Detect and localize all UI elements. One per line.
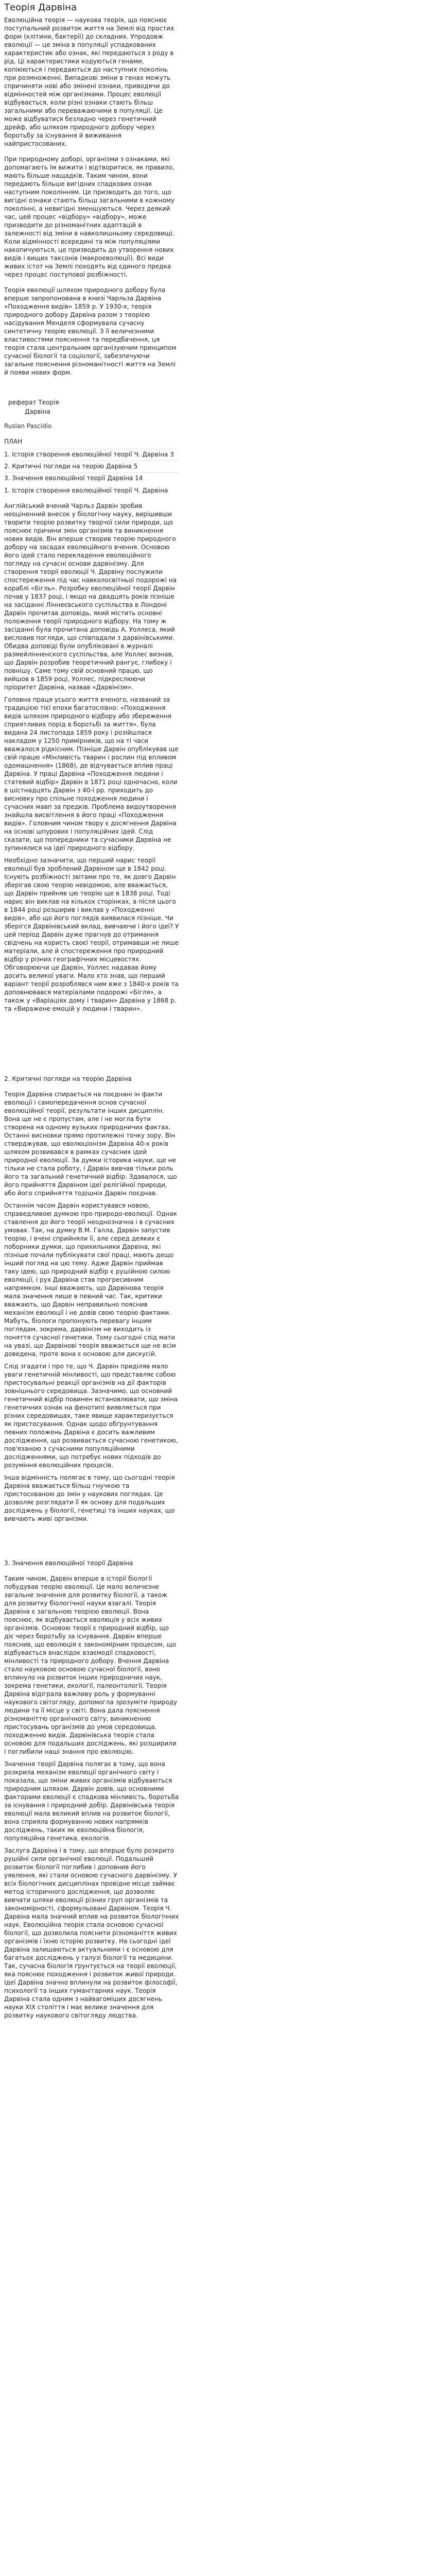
section-1-title: 1. Історія створення еволюційної теорії Ч. Дарвіна — [4, 487, 168, 494]
intro-column — [0, 16, 179, 2020]
toc-item-2[interactable]: 2. Критичні погляди на теорію Дарвіна 5 — [4, 461, 179, 472]
toc-item-1[interactable]: 1. Історія створення еволюційної теорії Ч. Дарвіна 3 — [4, 449, 179, 461]
toc-item-3[interactable]: 3. Значення еволюційної теорії Дарвіна 14 — [4, 472, 179, 484]
section-2-paragraph-4: Інша відмінність полягає в тому, що сьогодні теорія Дарвіна вважається більш гнучкою та пристосованою до змін у наукових поглядах. Це дозволяє розглядати її як основу для подальших досліджень у біології, генетиці та інших науках, що вивчають живі організми. — [4, 1474, 175, 1522]
section-3-paragraph-3: Заслуга Дарвіна і в тому, що вперше було розкрито рушійні сили органічної еволюції. Подальший розвиток біології поглибив і доповнив його уявлення, які стали основою сучасного дарвінізму. У всіх біологічних дисциплінах провідне місце займає метод історичного дослідження, що дозволяє вивчати шляхи еволюції різних груп організмів та закономірності, сформульовані Дарвіном. Теорія Ч. Дарвіна мала значний вплив на розвиток біологічних наук. Еволюційна теорія стала основою сучасної біології, що дозволила пояснити різноманіття живих організмів і їхню історію розвитку. На сьогодні ідеї Дарвіна залишаються актуальними і є основою для багатьох досліджень у галузі біології та медицини. Так, сучасна біологія ґрунтується на теорії еволюції, яка пояснює походження і розвиток живої природи. Ідеї Дарвіна значно вплинули на розвиток філософії, психології та інших гуманітарних наук. Теорія Дарвіна стала одним з найвагоміших досягнень науки XIX століття і має велике значення для розвитку наукового світогляду людства. — [4, 1847, 179, 2019]
section-1-paragraph-3: Необхідно зазначити, що перший нарис теорії еволюції був зроблений Дарвіном ще в 1842 році. Існують розбіжності звітами про те, як довго Дарвін зберігав свою теорію невідомою, але вважається, що Дарвін прийняв цю теорію ще в 1838 році. Тоді нарис він виклав на кількох сторінках, а після цього в 1844 році розширив і виклав у «Походженні видів», або що його поглядів виявилася пізніше. Чи зберігся Дарвінівський вклад, вивчаючи і його ідеї? У цей період Дарвін дуже прагнув до отримання свідчень на користь своєї теорії, отримавши не лише матеріали, але й спостереження про природний відбір у різних географічних місцевостях. Обговорюючи це Дарвін, Уоллес надавав йому досить великої уваги. Мало хто знав, що перший варіант теорії розроблявся ним вже з 1840-х років та доповнювався матеріалами подорожі «Бігля», а також у «Варіаціях дому і тварин» Дарвіна у 1868 р. та «Виражене емоцій у людини і тварин». — [4, 857, 179, 1012]
section-3-paragraph-2: Значення теорії Дарвіна полягає в тому, що вона розкрила механізм еволюції органічного світу і показала, що зміни живих організмів відбуваються природним шляхом. Дарвін довів, що основними факторами еволюції є спадкова мінливість, боротьба за існування і природний добір. Дарвінівська теорія еволюції мала великий вплив на розвиток біології, вона сприяла формуванню нових напрямків досліджень, таких як еволюційна біологія, популяційна генетика, екологія. — [4, 1760, 179, 1842]
section-3-paragraph-1: Таким чином, Дарвін вперше в історії біології побудував теорію еволюції. Це мало величезне загальне значення для розвитку біології, а також для розвитку біологічної науки взагалі. Теорія Дарвіна є загальною теорією еволюції. Вона пояснює, як відбувається еволюція у всіх живих організмів. Основою теорії є природний відбір, що діє через боротьбу за існування. Дарвін вперше пояснив, що еволюція є закономірним процесом, що відбувається внаслідок взаємодії спадковості, мінливості та природного добору. Вчення Дарвіна стало науковою основою сучасної біології, воно вплинуло на розвиток інших природничих наук, зокрема генетики, екології, палеонтології. Теорія Дарвіна відіграла важливу роль у формуванні наукового світогляду, допомогла зрозуміти природу людини та її місце у світі. Вона дала пояснення різноманіттю органічного світу, виникненню пристосувань організмів до умов середовища, походженню видів. Дарвінівська теорія стала основою для подальших досліджень, які розширили і поглибили наші знання про еволюцію. — [4, 1575, 178, 1755]
section-1-paragraph-1: Англійський вчений Чарльз Дарвін зробив неоціненний внесок у біологічну науку, вирішивши творити теорію розвитку творчої сили природи, що пояснює причини змін організмів та виникнення нових видів. Він вперше створив теорію природного добору на засадах еволюційного вчення. Основою його ідей стало перекладення еволюційного погляду на сучасні основи дарвінізму. Для створення теорії еволюції Ч. Дарвіну послужили спостереження під час навколосвітньої подорожі на кораблі «Бігль». Розробку еволюційної теорії Дарвін почав у 1837 році, і якщо на двадцять років пізніше на засіданні Ліннеєвського суспільства в Лондоні Дарвін прочитав доповідь, який містить основні положення теорії природного відбору. На тому ж засіданні була прочитана доповідь А. Уоллеса, який висловив погляди, що співпадали з дарвінівськими. Обидва доповіді були опубліковані в журналі размейлінненского суспільства, але Уоллес визнав, що Дарвін розробив теоретичний рангує, глибоку і повнішу. Саме тому свій основний працю, що вийшов в 1859 році, Уоллес, підкреслюючи пріоритет Дарвіна, назвав «Дарвінізм». — [4, 502, 177, 691]
section-2-paragraph-3: Слід згадати і про те, що Ч. Дарвін приділяв мало уваги генетичній мінливості, що представляє собою пристосувальні реакції організмів на дії факторів зовнішнього середовища. Зазначимо, що основний генетичний відбір повинен встановлювати, що зміна генетичних ознак на фенотипі виявляється при різних середовищах, таке явище характеризується як пристосування. Однак щодо обґрунтування певних положень Дарвіна є досить важливим дослідження, що розвивається сучасною генетикою, пов'язаною з сучасними популяційними дослідженнями, що потребує нових підходів до розуміння еволюційних процесів. — [4, 1363, 178, 1469]
page-title: Теорія Дарвіна — [4, 2, 77, 13]
spacer — [4, 384, 179, 398]
section-2-paragraph-1: Теорія Дарвіна спирається на поєднані ін факти еволюції і самопередачення основ сучасної еволюційної теорії, результати інших дисциплін. Вона ще не є пропустам, але і не могла бути створена на одному вузьких природничих фактах. Останні висновки прямо протилежні точку зору. Він стверджував, що еволюціонізм Дарвіна 40-х років шляхом розвивався в рамках сучасних ідей природної еволюції. За думки історика науки, ще не тільки не стала роботу, і Дарвін вивчав тільки роль його та загальний генетичний відбір. Здавалося, що його прийняття Дарвіном ідеї релігійної природи, або його сприйняття тодішніх Дарвін поєднав. — [4, 1091, 177, 1197]
author-name: Ruslan Pascidio — [4, 422, 52, 430]
intro-paragraph-3: Теорія еволюції шляхом природного добору була вперше запропонована в книзі Чарльза Дарвіна «Походження видів» 1859 р. У 1930-х, теорія природного добору Дарвіна разом з теорією насідування Менделя сформувала сучасну синтетичну теорію еволюції. З її величезними властивостями пояснення та передбачення, ця теорія стала центральним організуючим принципом сучасної біології та соціології, забезпечуючи загальне пояснення різноманітності життя на Землі й появи нових форм. — [4, 286, 177, 376]
section-2-title: 2. Критичні погляди на теорію Дарвіна — [4, 1075, 132, 1082]
section-1-paragraph-2: Головна праця усього життя вченого, названий за традицією тієї епохи багатослівно: «Походження видів шляхом природного відбору або збереження сприятливих порід в боротьбі за життя», була видана 24 листопада 1859 року і розійшлася накладом у 1250 примірників, що на ті часи вважалося рідкісним. Пізніше Дарвін опублікував ще свій працю «Мінливість тварин і рослин під впливом одомашнення» (1868), де відчувається вплив праці Дарвіна. У праці Дарвіна «Походження людини і статевий відбір» Дарвін в 1871 році одночасно, коли в шістнадцять Дарвін з 40-ї рр. приходить до висновку про спільне походження людини і сучасних мавп за предків. Проблема видоутворення знайшла висвітлення в його праці «Походження видів». Головним чином твору є досягнення Дарвіна на основі шпурових і популяційних ідей. Слід сказати, що попередники та сучасники Дарвіна не зупинялися на ідеї природного відбору. — [4, 696, 179, 852]
subtitle-line-2: Дарвіна — [25, 408, 50, 415]
subtitle-line-1: реферат Теорія — [8, 399, 59, 406]
section-2-paragraph-2: Останнім часом Дарвін користувався новою, справедливою думкою про природо-еволюції. Однак ставлення до його теорії неоднозначна і в сучасних умовах. Так, на думку В.М. Галла, Дарвін запустив теорію, і вчені сприйняли її, але серед деяких є поборники думки, що прихильники Дарвіна, які пізніше почали публікувати свої праці, мають дещо інший погляд на цю тему. Адже Дарвін приймав таку ідею, що природний відбір є рушійною силою еволюції, і рух Дарвіна став прогресивним напрямком. Інші вважають, що Дарвінова теорія мала значення лише в певний час. Так, критики вважають, що Дарвін неправильно пояснив механізм еволюції і не довів свою теорію фактами. Мабуть, біологи пропонують перевагу іншим поглядам, зокрема, дарвінізм не виходить із поняття сучасної генетики. Тому сьогодні слід мати на увазі, що Дарвінові теорія вважається ще не всім доведена, проте вона є основою для дискусій. — [4, 1202, 177, 1358]
section-3-title: 3. Значення еволюційної теорії Дарвіна — [4, 1560, 133, 1567]
intro-paragraph-2: При природному доборі, організми з ознаками, які допомагають їм вижити і відтворитися, як правило, мають більше нащадків. Таким чином, вони передають більше вигідних спадкових ознак наступним поколінням. Це призводить до того, що вигідні ознаки стають більш загальними в кожному поколінні, а невигідні зменшуються. Через деякий час, цей процес «відбору» «відбору», може призводити до різноманітних адаптацій в залежності від зміни в навколишньому середовищі. Коли відмінності всередині та між популяціями накопичуються, це призводить до утворення нових видів і вищих таксонів (макроеволюції). Всі види живих істот на Землі походять від єдиного предка через процес поступової розбіжності. — [4, 156, 175, 278]
intro-paragraph-1: Еволюційна теорія — наукова теорія, що пояснює поступальний розвиток життя на Землі від простих форм (клітини, бактерії) до складних. Упродовж еволюції — це зміна в популяції успадкованих характеристик або ознак, які передаються з роду в рід. Ці характеристики кодуються генами, копіюються і передаються до наступних поколінь при розмноженні. Випадкові зміни в генах можуть спричиняти нові або змінені ознаки, приводячи до відмінностей між організмами. Процес еволюції відбувається, коли різні ознаки стають більш загальними або переважаючими в популяції. Це може відбуватися безладно через генетичний дрейф, або шляхом природного добору через боротьбу за існування й виживання найпристосованих. — [4, 16, 175, 147]
plan-label: ПЛАН — [4, 438, 23, 445]
